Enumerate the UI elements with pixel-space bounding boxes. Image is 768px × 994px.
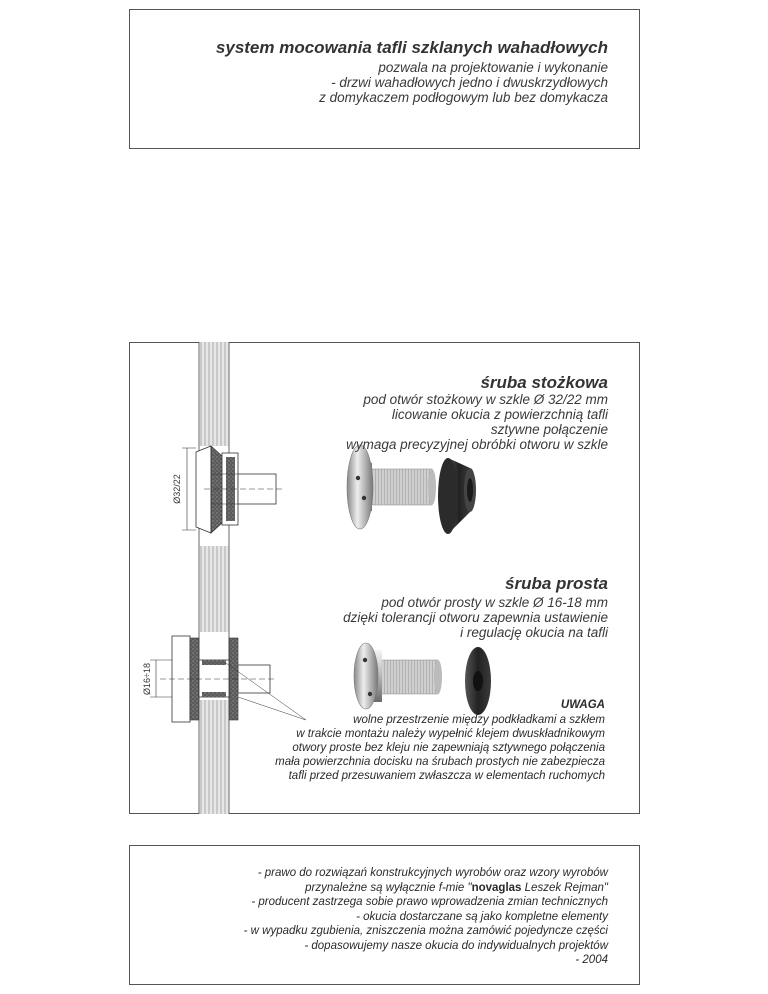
straight-screw-title: śruba prosta xyxy=(505,574,608,593)
screws-text-layer xyxy=(129,342,640,814)
warning-line: otwory proste bez kleju nie zapewniają sztywnego połączenia xyxy=(292,742,605,754)
description-line: i regulację okucia na tafli xyxy=(460,625,608,640)
footer-line: - prawo do rozwiązań konstrukcyjnych wyrobów oraz wzory wyrobów xyxy=(257,867,608,879)
header-line: - drzwi wahadłowych jedno i dwuskrzydłowych xyxy=(331,75,608,90)
footer-line: - 2004 xyxy=(575,954,608,966)
warning-title: UWAGA xyxy=(560,699,605,711)
straight-screw-description xyxy=(343,595,608,640)
header-line: pozwala na projektowanie i wykonanie xyxy=(378,60,608,75)
description-line: pod otwór stożkowy w szkle Ø 32/22 mm xyxy=(363,392,608,407)
description-line: wymaga precyzyjnej obróbki otworu w szkle xyxy=(346,437,608,452)
conical-screw-description xyxy=(346,392,608,452)
footer-text: przynależne są wyłącznie f-mie " xyxy=(305,881,472,894)
brand-name: novaglas xyxy=(471,881,522,894)
footer-text: Leszek Rejman" xyxy=(521,881,608,894)
footer-box xyxy=(129,845,640,985)
conical-diameter-label: Ø32/22 xyxy=(172,474,182,504)
warning-text xyxy=(275,713,605,783)
description-line: dzięki tolerancji otworu zapewnia ustawienie xyxy=(343,610,608,625)
description-line: licowanie okucia z powierzchnią tafli xyxy=(391,407,608,422)
warning-line: wolne przestrzenie między podkładkami a szkłem xyxy=(353,714,605,726)
straight-diameter-label: Ø16÷18 xyxy=(142,663,152,695)
footer-line xyxy=(244,881,608,896)
footer-line: - w wypadku zgubienia, zniszczenia można zamówić pojedyncze części xyxy=(243,925,608,937)
footer-line: - producent zastrzega sobie prawo wprowadzenia zmian technicznych xyxy=(251,896,608,908)
warning-line: tafli przed przesuwaniem zwłaszcza w elementach ruchomych xyxy=(288,770,605,782)
warning-line: w trakcie montażu należy wypełnić klejem dwuskładnikowym xyxy=(296,728,605,740)
warning-line: mała powierzchnia docisku na śrubach prostych nie zabezpiecza xyxy=(275,756,605,768)
document-title: system mocowania tafli szklanych wahadłowych xyxy=(215,38,608,57)
description-line: pod otwór prosty w szkle Ø 16-18 mm xyxy=(381,595,608,610)
footer-line: - dopasowujemy nasze okucia do indywidualnych projektów xyxy=(304,939,608,952)
header-line: z domykaczem podłogowym lub bez domykacza xyxy=(319,90,608,105)
description-line: sztywne połączenie xyxy=(490,422,608,437)
footer-line: - okucia dostarczane są jako kompletne elementy xyxy=(356,910,608,923)
conical-screw-title: śruba stożkowa xyxy=(480,373,608,392)
footer-notes xyxy=(244,866,608,968)
